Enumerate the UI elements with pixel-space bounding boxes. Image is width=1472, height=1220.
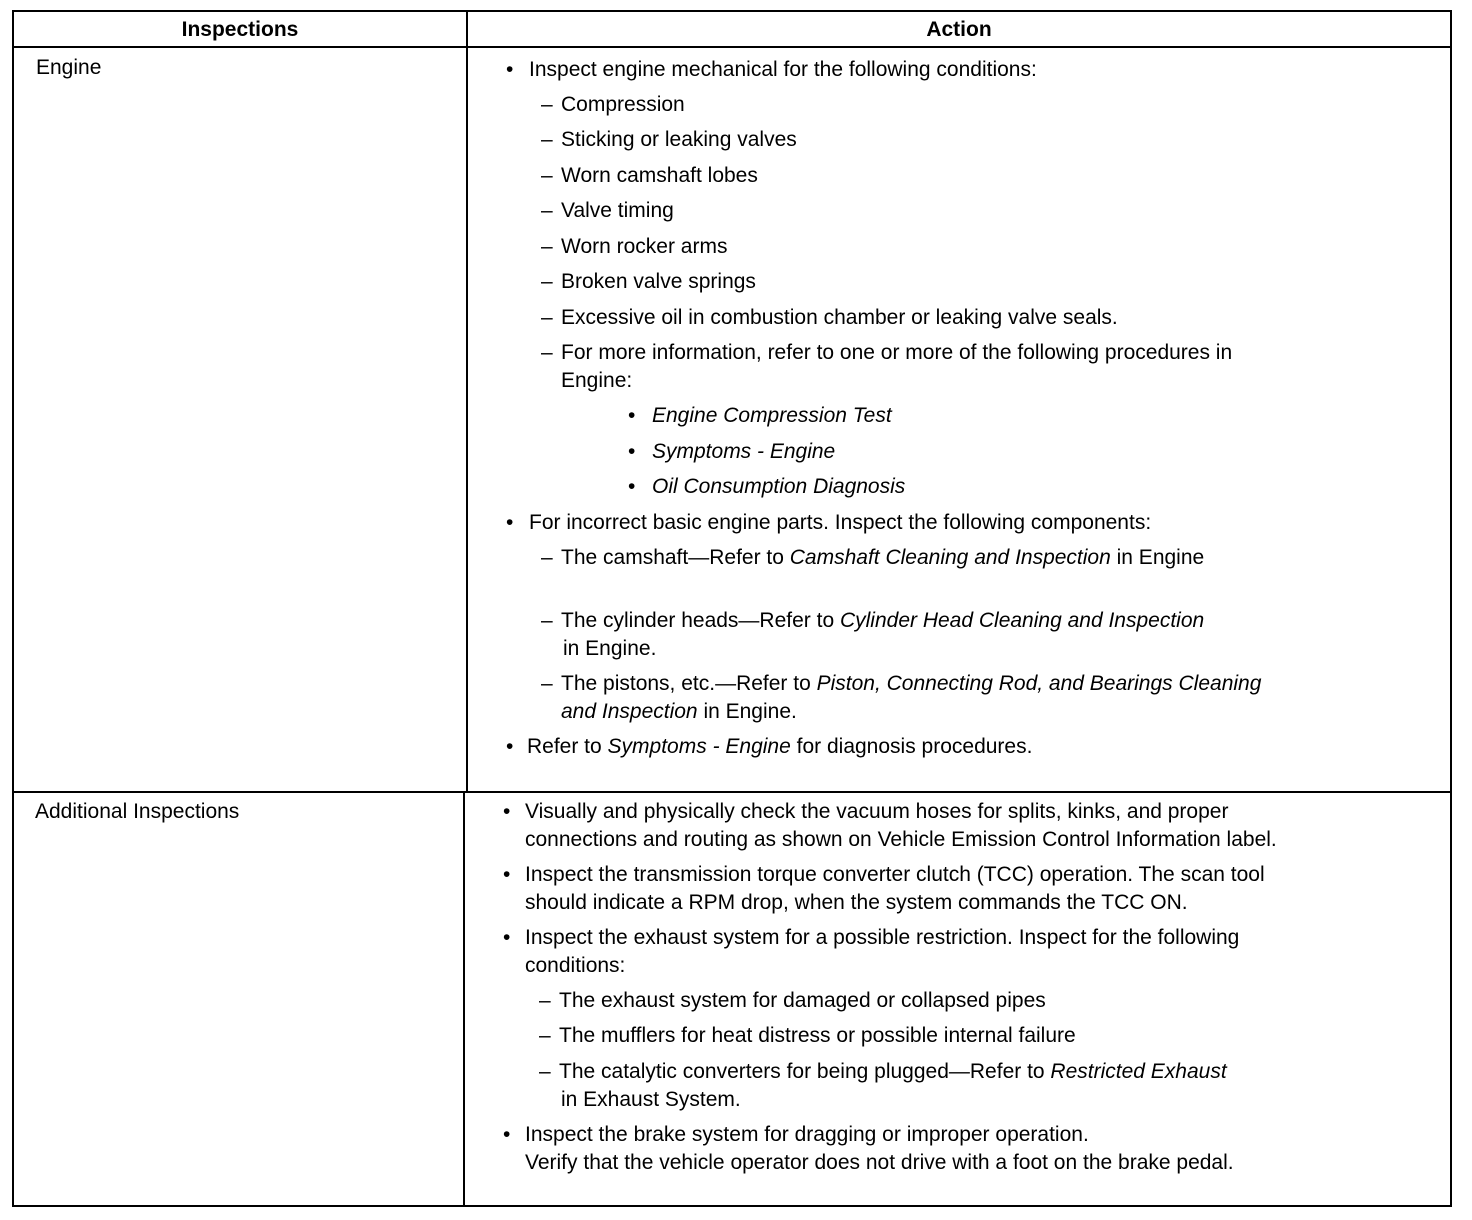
procedure-link-text[interactable]: Oil Consumption Diagnosis (652, 475, 906, 498)
bullet-icon: • (628, 404, 636, 427)
bullet-icon: • (503, 863, 511, 886)
pistons-ref-link[interactable]: Piston, Connecting Rod, and Bearings Cleaning (816, 672, 1262, 695)
exhaust-sub-item: The exhaust system for damaged or collapsed pipes (559, 989, 1046, 1012)
engine-sub-item: Sticking or leaking valves (561, 128, 797, 151)
symptoms-ref-suffix: for diagnosis procedures. (790, 735, 1033, 758)
heads-ref-prefix: The cylinder heads—Refer to (561, 609, 840, 632)
inspection-additional: Additional Inspections (35, 800, 240, 823)
procedure-link[interactable] (652, 402, 892, 430)
additional-action-2: Inspect the transmission torque converter clutch (TCC) operation. The scan tool (525, 863, 1265, 886)
dash-icon: – (541, 672, 553, 695)
engine-sub-item: Compression (561, 93, 685, 116)
dash-icon: – (539, 989, 551, 1012)
column-divider-upper (466, 10, 468, 793)
dash-icon: – (539, 1024, 551, 1047)
engine-sub-item: Worn camshaft lobes (561, 164, 758, 187)
dash-icon: – (541, 306, 553, 329)
heads-ref-cont: in Engine. (563, 637, 657, 660)
heads-ref-link[interactable]: Cylinder Head Cleaning and Inspection (839, 609, 1205, 632)
column-divider-lower (463, 791, 465, 1205)
row-divider (12, 791, 1452, 793)
bullet-icon: • (628, 475, 636, 498)
engine-sub-item: Excessive oil in combustion chamber or leaking valve seals. (561, 306, 1118, 329)
procedure-link-text[interactable]: Symptoms - Engine (652, 440, 836, 463)
engine-more-info-cont: Engine: (561, 369, 633, 392)
dash-icon: – (541, 270, 553, 293)
additional-action-2-cont: should indicate a RPM drop, when the system commands the TCC ON. (525, 891, 1188, 914)
bullet-icon: • (506, 58, 514, 81)
bullet-icon: • (503, 926, 511, 949)
camshaft-ref-link[interactable]: Camshaft Cleaning and Inspection (789, 546, 1111, 569)
engine-more-info: For more information, refer to one or more of the following procedures in (561, 341, 1233, 364)
header-action: Action (926, 18, 992, 41)
dash-icon: – (541, 546, 553, 569)
additional-action-3-cont: conditions: (525, 954, 626, 977)
engine-action-3 (527, 733, 1032, 761)
pistons-ref-cont (561, 698, 797, 726)
engine-action-1: Inspect engine mechanical for the following conditions: (529, 58, 1037, 81)
additional-action-3: Inspect the exhaust system for a possible restriction. Inspect for the following (525, 926, 1240, 949)
dash-icon: – (541, 235, 553, 258)
procedure-link[interactable] (652, 473, 905, 501)
inspection-engine: Engine (36, 56, 102, 79)
dash-icon: – (539, 1060, 551, 1083)
engine-action-2: For incorrect basic engine parts. Inspect the following components: (529, 511, 1152, 534)
heads-ref (561, 607, 1204, 635)
bullet-icon: • (506, 511, 514, 534)
dash-icon: – (541, 199, 553, 222)
symptoms-ref-link[interactable]: Symptoms - Engine (607, 735, 791, 758)
dash-icon: – (541, 93, 553, 116)
pistons-ref-suffix: in Engine. (697, 700, 797, 723)
pistons-ref (561, 670, 1261, 698)
engine-sub-item: Broken valve springs (561, 270, 756, 293)
bullet-icon: • (628, 440, 636, 463)
additional-action-1: Visually and physically check the vacuum hoses for splits, kinks, and proper (525, 800, 1229, 823)
additional-action-4-cont: Verify that the vehicle operator does not drive with a foot on the brake pedal. (525, 1151, 1234, 1174)
catalytic-ref-prefix: The catalytic converters for being plugged—Refer to (559, 1060, 1051, 1083)
engine-sub-item: Valve timing (561, 199, 674, 222)
exhaust-sub-item: The mufflers for heat distress or possible internal failure (559, 1024, 1076, 1047)
dash-icon: – (541, 341, 553, 364)
header-inspections: Inspections (181, 18, 299, 41)
bullet-icon: • (506, 735, 514, 758)
catalytic-ref (559, 1058, 1227, 1086)
procedure-link[interactable] (652, 438, 835, 466)
dash-icon: – (541, 128, 553, 151)
dash-icon: – (541, 609, 553, 632)
catalytic-ref-link[interactable]: Restricted Exhaust (1050, 1060, 1227, 1083)
camshaft-ref (561, 544, 1204, 572)
symptoms-ref-prefix: Refer to (527, 735, 608, 758)
procedure-link-text[interactable]: Engine Compression Test (652, 404, 892, 427)
dash-icon: – (541, 164, 553, 187)
camshaft-ref-prefix: The camshaft—Refer to (561, 546, 790, 569)
catalytic-ref-cont: in Exhaust System. (561, 1088, 741, 1111)
engine-sub-item: Worn rocker arms (561, 235, 728, 258)
bullet-icon: • (503, 800, 511, 823)
pistons-ref-prefix: The pistons, etc.—Refer to (561, 672, 817, 695)
pistons-ref-link-cont[interactable]: and Inspection (561, 700, 698, 723)
bullet-icon: • (503, 1123, 511, 1146)
camshaft-ref-suffix: in Engine (1110, 546, 1205, 569)
additional-action-4: Inspect the brake system for dragging or improper operation. (525, 1123, 1089, 1146)
additional-action-1-cont: connections and routing as shown on Vehicle Emission Control Information label. (525, 828, 1277, 851)
